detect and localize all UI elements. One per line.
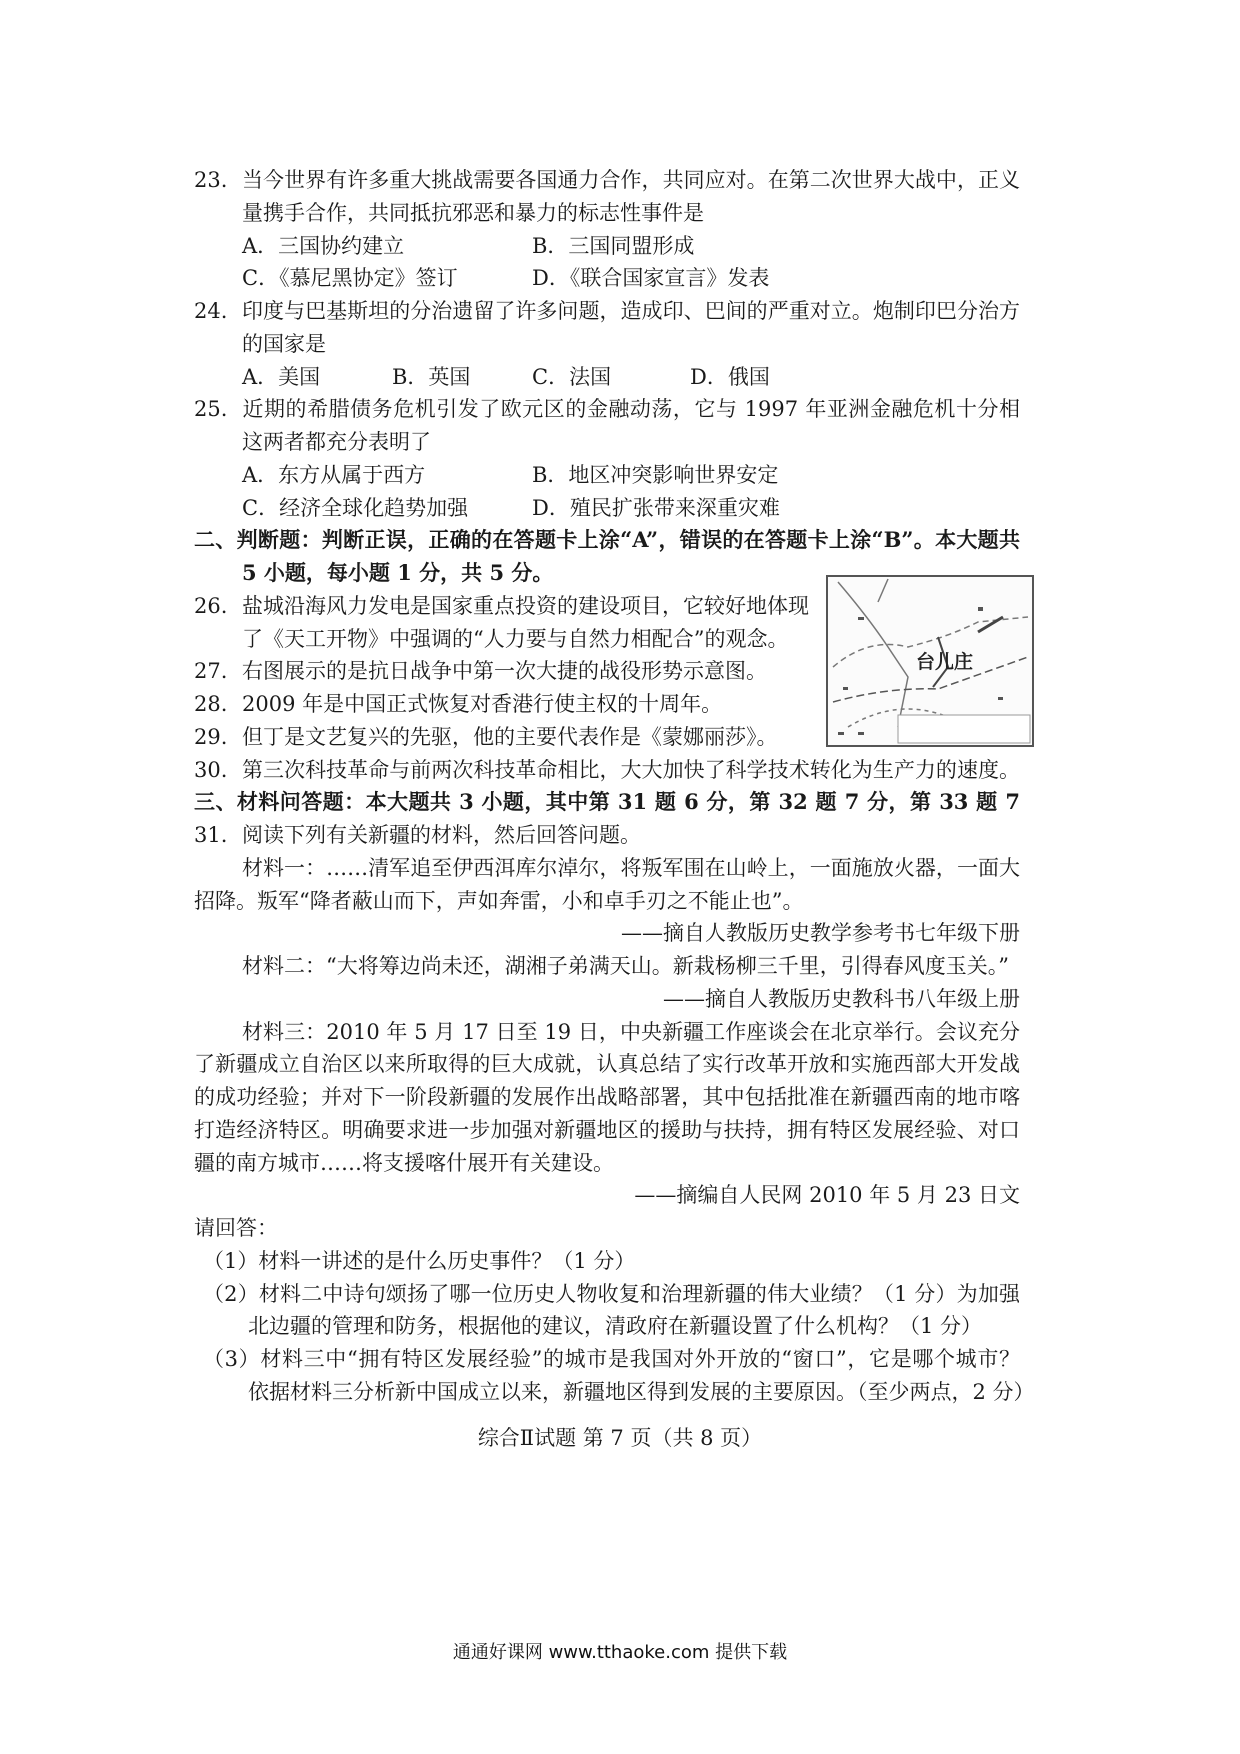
material-1-source: ——摘自人教版历史教学参考书七年级下册 bbox=[621, 921, 1020, 946]
question-23-options-row-1 bbox=[194, 230, 1020, 263]
download-watermark: 通通好课网 www.tthaoke.com 提供下载 bbox=[452, 1642, 788, 1663]
option-b: B．三国同盟形成 bbox=[532, 233, 695, 258]
map-label-taierzhuang: 台儿庄 bbox=[916, 651, 974, 673]
question-number: 23. bbox=[194, 168, 228, 192]
question-26-line-2: 了《天工开物》中强调的“人力要与自然力相配合”的观念。 bbox=[242, 626, 789, 651]
option-d: D．殖民扩张带来深重灾难 bbox=[532, 495, 780, 520]
question-30 bbox=[194, 754, 1020, 787]
question-24-options bbox=[194, 361, 1020, 394]
question-text: 第三次科技革命与前两次科技革命相比，大大加快了科学技术转化为生产力的速度。 bbox=[242, 757, 1020, 782]
question-number: 25. bbox=[194, 397, 228, 422]
question-number: 24. bbox=[194, 299, 228, 323]
question-text: 但丁是文艺复兴的先驱，他的主要代表作是《蒙娜丽莎》。 bbox=[242, 724, 778, 749]
material-3-line-5: 疆的南方城市……将支援喀什展开有关建设。 bbox=[194, 1150, 614, 1175]
section-2-heading-line-2: 5 小题，每小题 1 分，共 5 分。 bbox=[242, 560, 554, 585]
question-text: 2009 年是中国正式恢复对香港行使主权的十周年。 bbox=[242, 692, 723, 716]
material-3-line-4: 打造经济特区。明确要求进一步加强对新疆地区的援助与扶持，拥有特区发展经验、对口 bbox=[194, 1117, 1020, 1142]
option-a: A．美国 bbox=[242, 364, 321, 389]
question-25-line-2: 这两者都充分表明了 bbox=[242, 430, 431, 454]
question-number: 27. bbox=[194, 659, 228, 684]
question-25-options-row-1 bbox=[194, 459, 1020, 492]
option-d: D．《联合国家宣言》发表 bbox=[532, 266, 770, 291]
question-text: 近期的希腊债务危机引发了欧元区的金融动荡，它与 1997 年亚洲金融危机十分相 bbox=[242, 397, 1020, 422]
question-number: 29. bbox=[194, 724, 228, 749]
material-3-line-3: 的成功经验；并对下一阶段新疆的发展作出战略部署，其中包括批准在新疆西南的地市喀 bbox=[194, 1085, 1020, 1109]
option-c: C．经济全球化趋势加强 bbox=[242, 495, 469, 520]
question-24-line-1 bbox=[194, 295, 1020, 328]
question-23-options-row-2 bbox=[194, 262, 1020, 295]
page-footer: 综合Ⅱ试题 第 7 页（共 8 页） bbox=[477, 1426, 763, 1450]
question-text: 当今世界有许多重大挑战需要各国通力合作，共同应对。在第二次世界大战中，正义 bbox=[242, 168, 1020, 192]
sub-question-1: （1）材料一讲述的是什么历史事件？（1 分） bbox=[203, 1248, 636, 1273]
option-a: A．东方从属于西方 bbox=[242, 462, 426, 487]
sub-question-2-line-1: （2）材料二中诗句颂扬了哪一位历史人物收复和治理新疆的伟大业绩？（1 分）为加强 bbox=[203, 1281, 1020, 1306]
question-23-line-2: 量携手合作，共同抵抗邪恶和暴力的标志性事件是 bbox=[242, 200, 704, 225]
section-3-heading: 三、材料问答题：本大题共 3 小题，其中第 31 题 6 分，第 32 题 7 分，第 33 题 7 bbox=[194, 789, 1020, 815]
question-24-line-2: 的国家是 bbox=[242, 331, 326, 356]
question-number: 28. bbox=[194, 692, 228, 716]
question-number: 30. bbox=[194, 757, 228, 782]
material-1-line-2: 招降。叛军“降者蔽山而下，声如奔雷，小和卓手刃之不能止也”。 bbox=[194, 888, 804, 913]
sub-question-3-line-1: （3）材料三中“拥有特区发展经验”的城市是我国对外开放的“窗口”，它是哪个城市？ bbox=[203, 1347, 1020, 1371]
question-number: 26. bbox=[194, 593, 228, 618]
exam-page-content bbox=[194, 164, 1035, 1409]
sub-question-2-line-2: 北边疆的管理和防务，根据他的建议，清政府在新疆设置了什么机构？（1 分） bbox=[248, 1314, 983, 1339]
option-c: C．《慕尼黑协定》签订 bbox=[242, 266, 458, 291]
question-text: 右图展示的是抗日战争中第一次大捷的战役形势示意图。 bbox=[242, 659, 767, 684]
question-text: 阅读下列有关新疆的材料，然后回答问题。 bbox=[242, 823, 641, 847]
taierzhuang-battle-map bbox=[826, 575, 1034, 747]
material-3-line-2: 了新疆成立自治区以来所取得的巨大成就，认真总结了实行改革开放和实施西部大开发战 bbox=[194, 1052, 1020, 1077]
sub-question-3-line-2: 依据材料三分析新中国成立以来，新疆地区得到发展的主要原因。（至少两点，2 分） bbox=[248, 1379, 1035, 1404]
material-3-line-1: 材料三：2010 年 5 月 17 日至 19 日，中央新疆工作座谈会在北京举行。会议充分 bbox=[242, 1019, 1020, 1044]
option-b: B．英国 bbox=[392, 364, 471, 389]
material-2-source: ——摘自人教版历史教科书八年级上册 bbox=[663, 986, 1020, 1011]
question-25-options-row-2 bbox=[194, 492, 1020, 525]
option-b: B．地区冲突影响世界安定 bbox=[532, 462, 779, 487]
question-23-line-1 bbox=[194, 164, 1020, 197]
question-text: 盐城沿海风力发电是国家重点投资的建设项目，它较好地体现 bbox=[242, 593, 809, 618]
option-a: A．三国协约建立 bbox=[242, 233, 405, 258]
answer-prompt: 请回答： bbox=[194, 1216, 278, 1240]
question-31-intro bbox=[194, 819, 1020, 852]
question-text: 印度与巴基斯坦的分治遗留了许多问题，造成印、巴间的严重对立。炮制印巴分治方 bbox=[242, 299, 1020, 323]
option-d: D．俄国 bbox=[690, 364, 770, 389]
question-25-line-1 bbox=[194, 393, 1020, 426]
material-1-line-1: 材料一：……清军追至伊西洱库尔淖尔，将叛军围在山岭上，一面施放火器，一面大 bbox=[242, 855, 1020, 880]
question-number: 31. bbox=[194, 823, 228, 847]
section-2-heading: 二、判断题：判断正误，正确的在答题卡上涂“A”，错误的在答题卡上涂“B”。本大题共 bbox=[194, 527, 1020, 553]
material-3-source: ——摘编自人民网 2010 年 5 月 23 日文 bbox=[634, 1183, 1020, 1208]
option-c: C．法国 bbox=[532, 364, 612, 389]
material-2: 材料二：“大将筹边尚未还，湖湘子弟满天山。新栽杨柳三千里，引得春风度玉关。” bbox=[242, 954, 1009, 978]
